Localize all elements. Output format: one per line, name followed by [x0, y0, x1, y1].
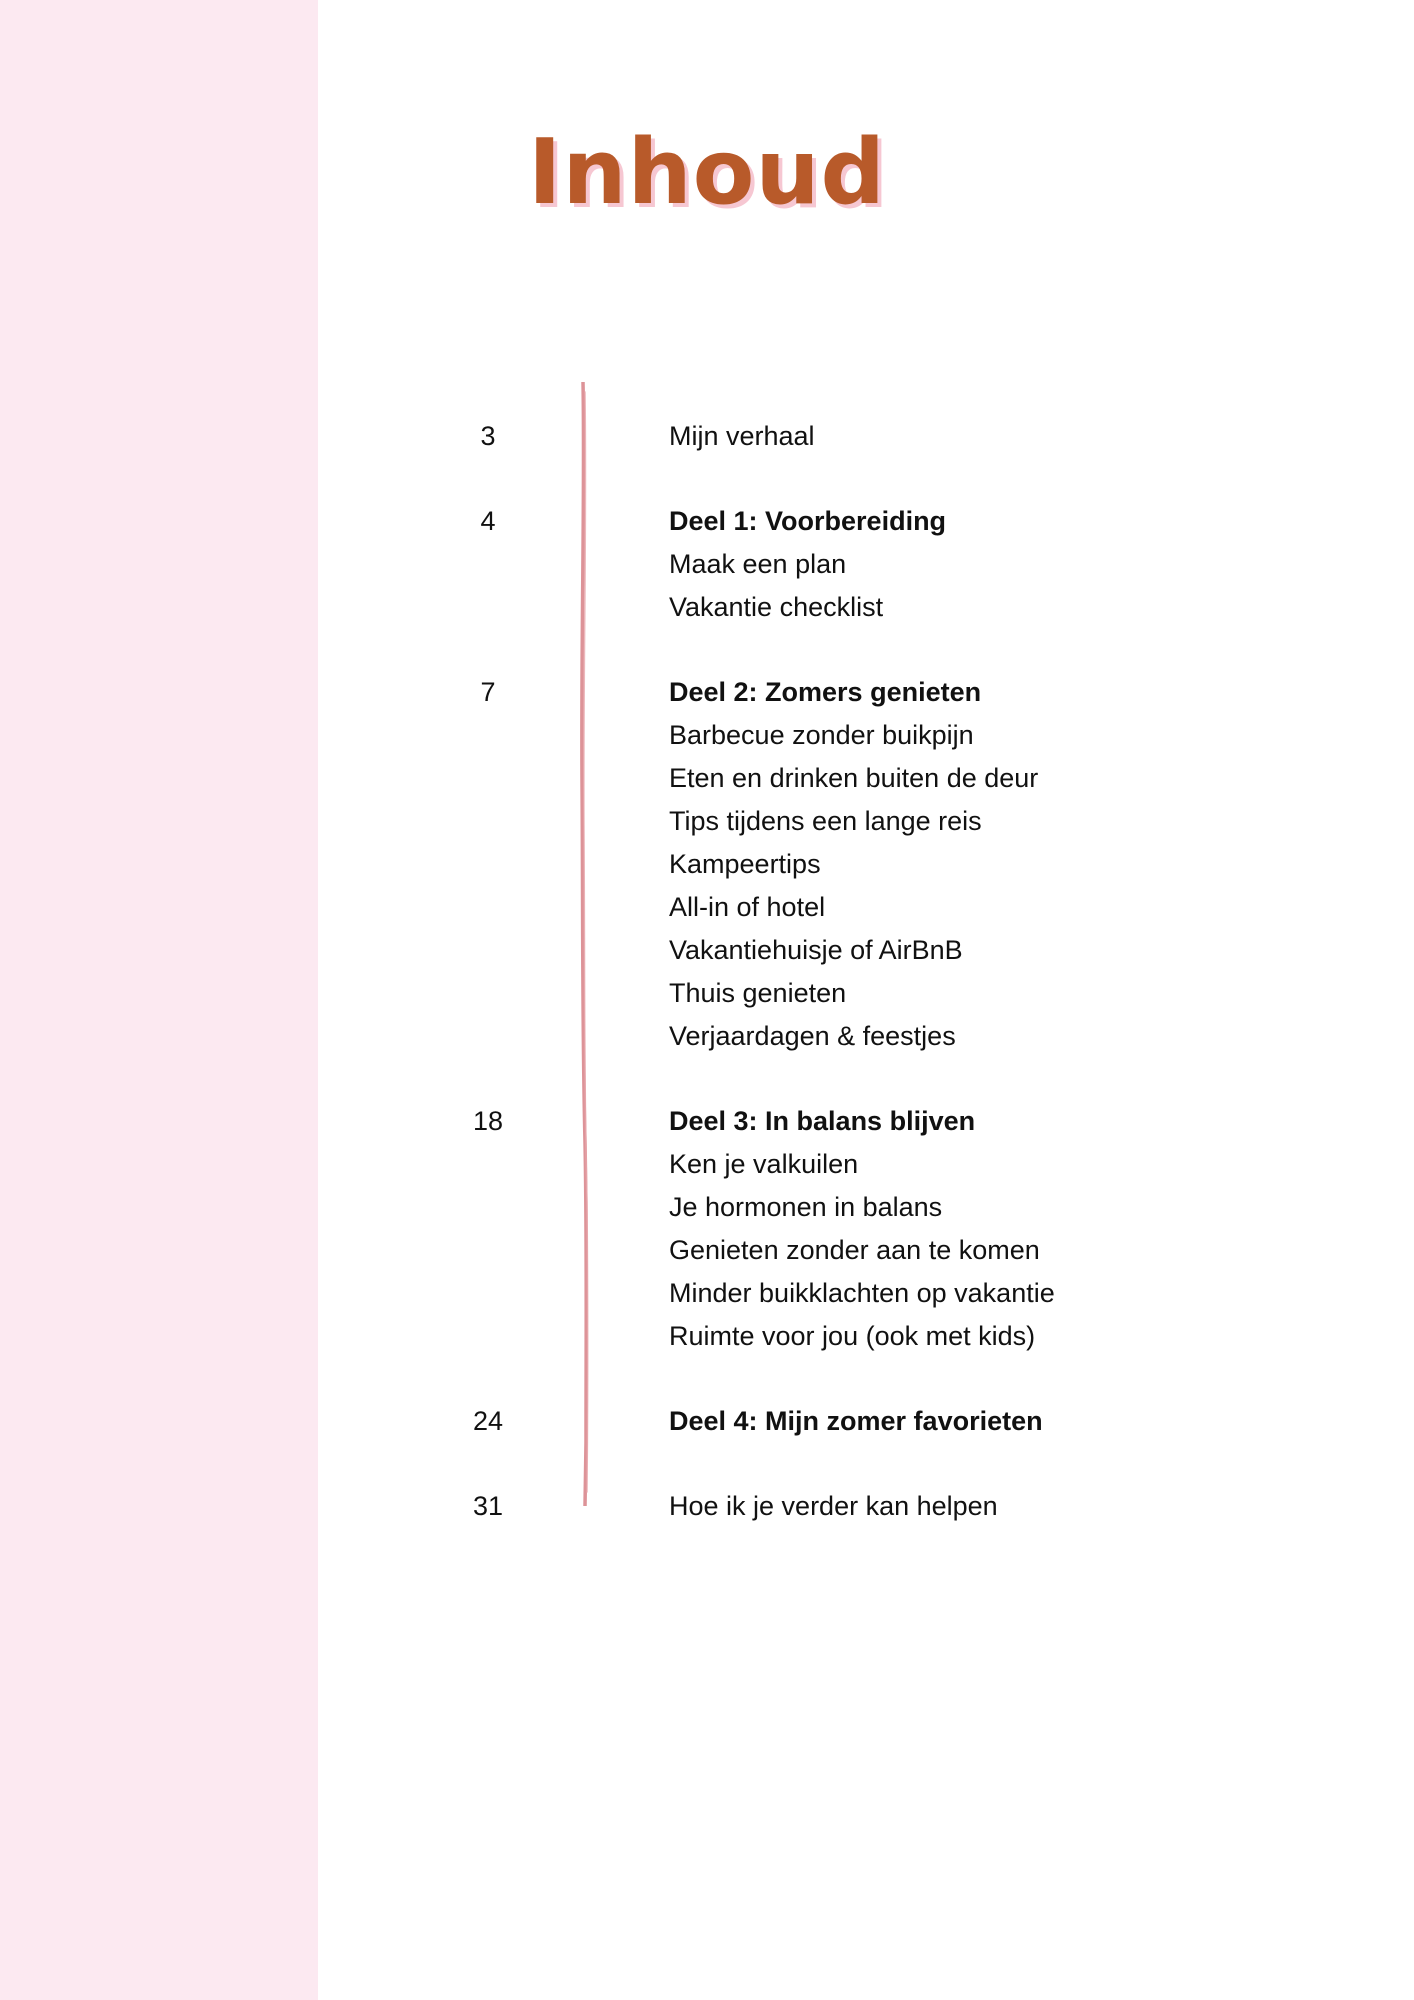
page-number: 18	[472, 1106, 504, 1136]
toc-entry: Je hormonen in balans	[669, 1192, 943, 1222]
page-number: 3	[480, 421, 496, 451]
toc-entry: Ken je valkuilen	[669, 1149, 859, 1179]
toc-entry: Barbecue zonder buikpijn	[669, 720, 974, 750]
toc-row[interactable]	[0, 1015, 1414, 1058]
toc-entry: Verjaardagen & feestjes	[669, 1021, 956, 1051]
section-heading: Deel 3: In balans blijven	[669, 1106, 976, 1136]
toc-row-part2-heading[interactable]	[0, 671, 1414, 714]
toc-row[interactable]	[0, 543, 1414, 586]
toc-row[interactable]	[0, 1229, 1414, 1272]
toc-row[interactable]	[0, 886, 1414, 929]
toc-row[interactable]	[0, 972, 1414, 1015]
toc-row-part4-heading[interactable]	[0, 1400, 1414, 1443]
toc-entry: Kampeertips	[669, 849, 821, 879]
page-number: 31	[472, 1491, 504, 1521]
section-heading: Deel 4: Mijn zomer favorieten	[669, 1406, 1043, 1436]
toc-entry: Tips tijdens een lange reis	[669, 806, 982, 836]
page-title: Inhoud	[528, 120, 886, 225]
page-number: 24	[472, 1406, 504, 1436]
toc-row[interactable]	[0, 1186, 1414, 1229]
toc-entry: Hoe ik je verder kan helpen	[669, 1491, 998, 1521]
toc-entry: Mijn verhaal	[669, 421, 815, 451]
toc-row[interactable]	[0, 1315, 1414, 1358]
toc-entry: Eten en drinken buiten de deur	[669, 763, 1039, 793]
toc-entry: Vakantiehuisje of AirBnB	[669, 935, 963, 965]
section-heading: Deel 2: Zomers genieten	[669, 677, 982, 707]
toc-row[interactable]	[0, 800, 1414, 843]
toc-entry: Vakantie checklist	[669, 592, 884, 622]
toc-entry: Minder buikklachten op vakantie	[669, 1278, 1055, 1308]
toc-row[interactable]	[0, 1143, 1414, 1186]
toc-row[interactable]	[0, 586, 1414, 629]
page-number: 4	[480, 506, 496, 536]
toc-row[interactable]	[0, 1272, 1414, 1315]
toc-row-outro[interactable]	[0, 1485, 1414, 1528]
toc-row-intro[interactable]	[0, 415, 1414, 458]
page-number: 7	[480, 677, 496, 707]
toc-entry: Ruimte voor jou (ook met kids)	[669, 1321, 1036, 1351]
toc-row[interactable]	[0, 714, 1414, 757]
toc-entry: Genieten zonder aan te komen	[669, 1235, 1040, 1265]
toc-row[interactable]	[0, 843, 1414, 886]
section-heading: Deel 1: Voorbereiding	[669, 506, 947, 536]
toc-entry: Thuis genieten	[669, 978, 847, 1008]
toc-row-part1-heading[interactable]	[0, 500, 1414, 543]
toc-entry: Maak een plan	[669, 549, 847, 579]
toc-row-part3-heading[interactable]	[0, 1100, 1414, 1143]
toc-row[interactable]	[0, 757, 1414, 800]
toc-entry: All-in of hotel	[669, 892, 826, 922]
toc-row[interactable]	[0, 929, 1414, 972]
